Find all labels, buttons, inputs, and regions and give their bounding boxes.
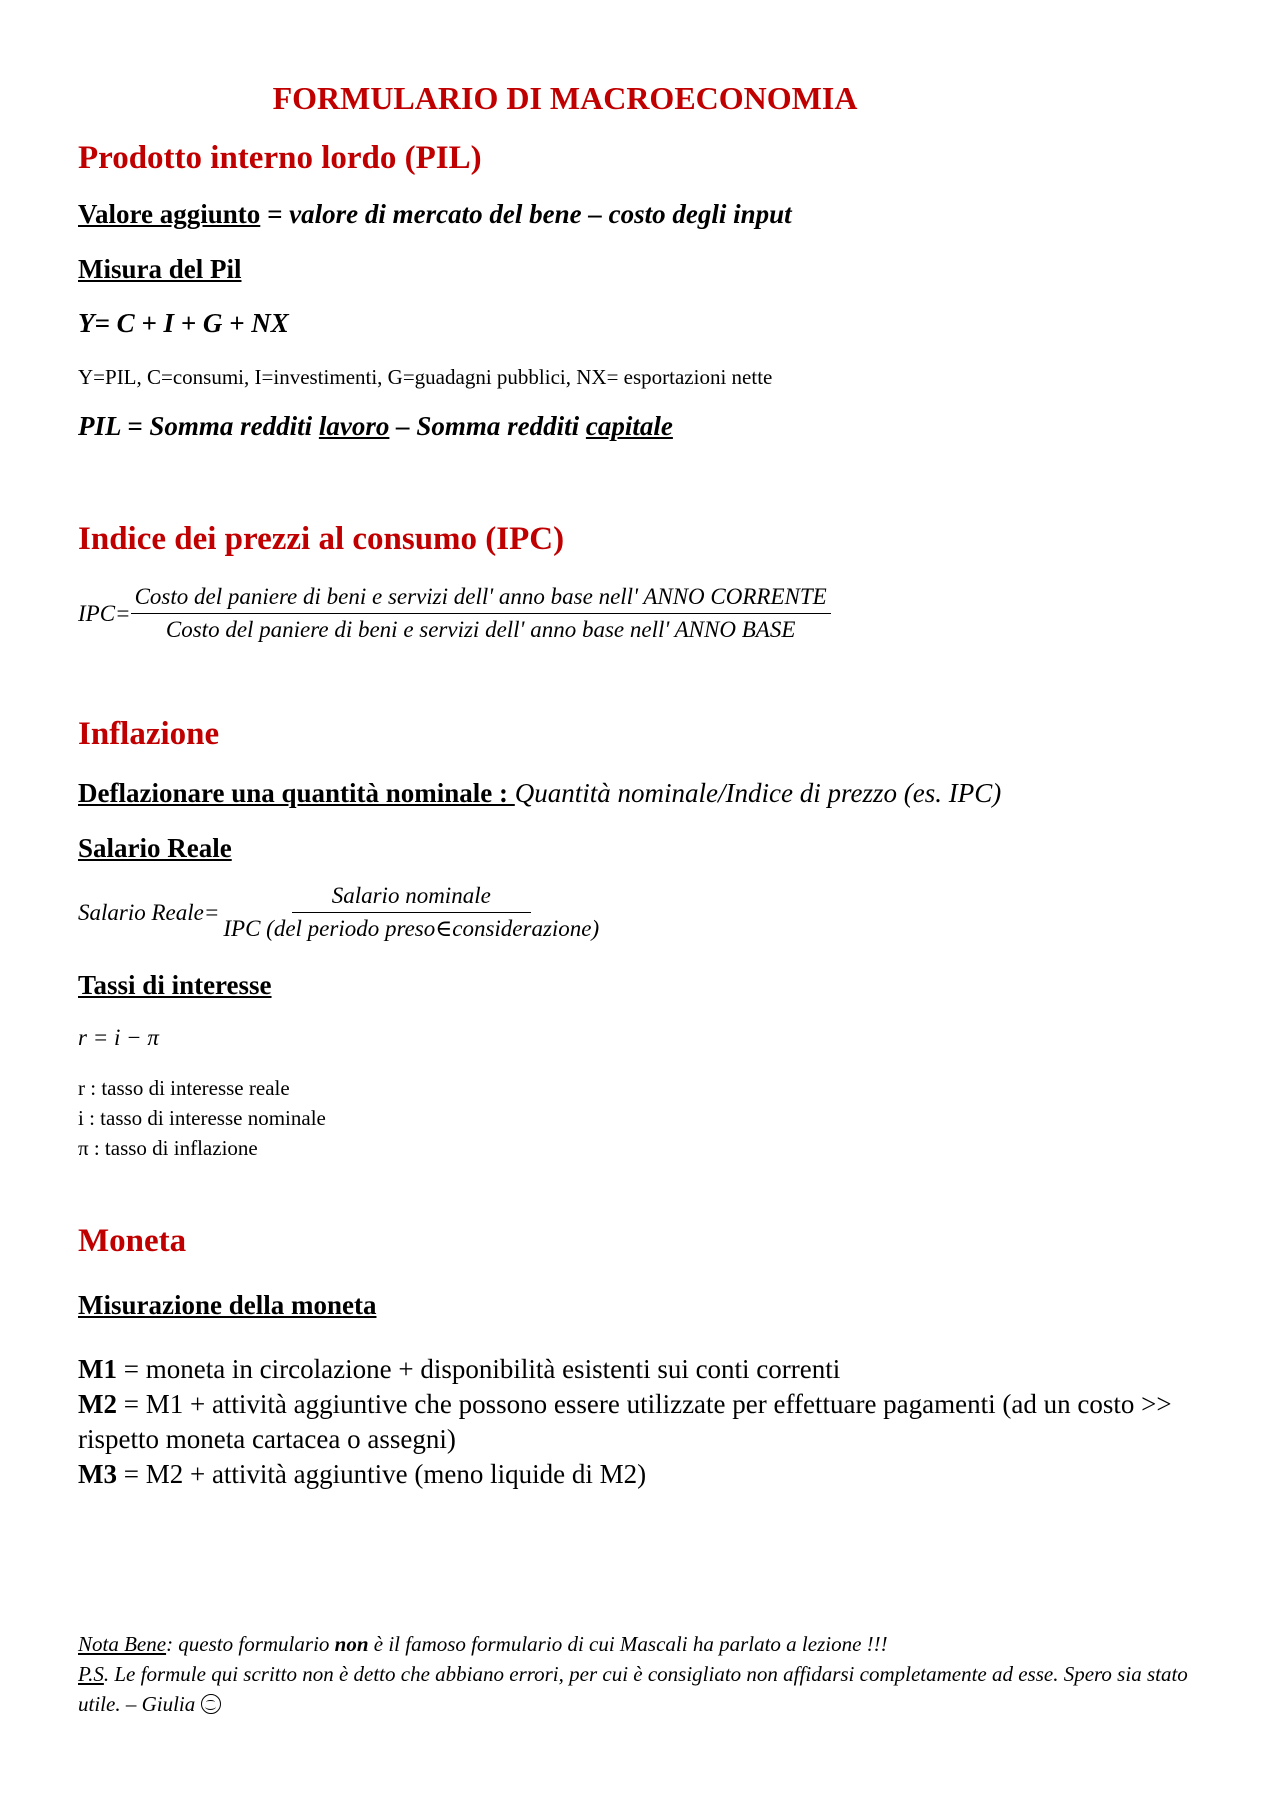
valore-aggiunto-line [78,199,792,230]
ipc-fraction [131,584,831,643]
legend-pi: π : tasso di inflazione [78,1136,258,1160]
m3-text: = M2 + attività aggiuntive (meno liquide di M2) [116,1459,647,1489]
salario-reale-heading: Salario Reale [78,833,232,863]
ps-line [78,1659,1208,1719]
valore-aggiunto-definition: = valore di mercato del bene – costo degli input [260,199,792,229]
salario-reale-equation [78,883,603,942]
pil-redditi-part-b: – Somma redditi [389,411,586,441]
salario-lhs: Salario Reale= [78,899,220,925]
salario-numerator: Salario nominale [292,883,531,913]
pil-redditi-formula [78,411,673,442]
m1-definition [78,1352,1208,1387]
m1-label: M1 [78,1354,117,1384]
ps-label: P.S [78,1662,104,1686]
nota-bene-text-a: : questo formulario [166,1632,335,1656]
smiley-icon [201,1694,221,1714]
footnote [78,1629,1208,1719]
pil-legend: Y=PIL, C=consumi, I=investimenti, G=guadagni pubblici, NX= esportazioni nette [78,365,773,389]
ps-text: . Le formule qui scritto non è detto che abbiano errori, per cui è consigliato non affidarsi completamente ad esse. Spero sia stato utile. – Giulia [78,1662,1188,1716]
deflazionare-value: Quantità nominale/Indice di prezzo (es. IPC) [514,778,1002,808]
ipc-denominator: Costo del paniere di beni e servizi dell' anno base nell' ANNO BASE [165,617,796,642]
pil-formula: Y= C + I + G + NX [78,308,289,338]
m1-text: = moneta in circolazione + disponibilità esistenti sui conti correnti [116,1354,841,1384]
moneta-definitions [78,1352,1208,1492]
tassi-legend [78,1073,326,1163]
m3-label: M3 [78,1459,117,1489]
section-heading-pil: Prodotto interno lordo (PIL) [78,140,482,176]
pil-redditi-part-a: PIL = Somma redditi [78,411,319,441]
tassi-formula: r = i − π [78,1025,159,1050]
document-title: FORMULARIO DI MACROECONOMIA [272,80,858,116]
pil-capitale: capitale [585,411,673,441]
valore-aggiunto-term: Valore aggiunto [78,199,261,229]
m2-label: M2 [78,1389,117,1419]
tassi-interesse-heading: Tassi di interesse [78,970,272,1000]
m2-definition [78,1387,1208,1457]
legend-i: i : tasso di interesse nominale [78,1106,326,1130]
ipc-numerator: Costo del paniere di beni e servizi dell' anno base nell' ANNO CORRENTE [131,584,831,614]
m3-definition [78,1457,1208,1492]
legend-r: r : tasso di interesse reale [78,1076,290,1100]
ipc-equation [78,584,831,643]
nota-bene-label: Nota Bene [78,1632,167,1656]
nota-bene-bold: non [334,1632,369,1656]
misurazione-moneta-heading: Misurazione della moneta [78,1290,377,1320]
salario-fraction [219,883,603,942]
pil-lavoro: lavoro [318,411,390,441]
section-heading-moneta: Moneta [78,1223,187,1259]
deflazionare-line [78,778,1001,809]
nota-bene-text-b: è il famoso formulario di cui Mascali ha parlato a lezione !!! [368,1632,888,1656]
deflazionare-label: Deflazionare una quantità nominale : [78,778,515,808]
section-heading-ipc: Indice dei prezzi al consumo (IPC) [78,521,565,557]
salario-denominator: IPC (del periodo preso∈considerazione) [223,916,600,941]
misura-pil-heading: Misura del Pil [78,254,242,284]
m2-text: = M1 + attività aggiuntive che possono essere utilizzate per effettuare pagamenti (ad un costo >> rispetto moneta cartacea o assegni) [78,1389,1172,1454]
nota-bene-line [78,1629,1208,1659]
section-heading-inflazione: Inflazione [78,716,220,752]
ipc-lhs: IPC= [78,600,131,626]
